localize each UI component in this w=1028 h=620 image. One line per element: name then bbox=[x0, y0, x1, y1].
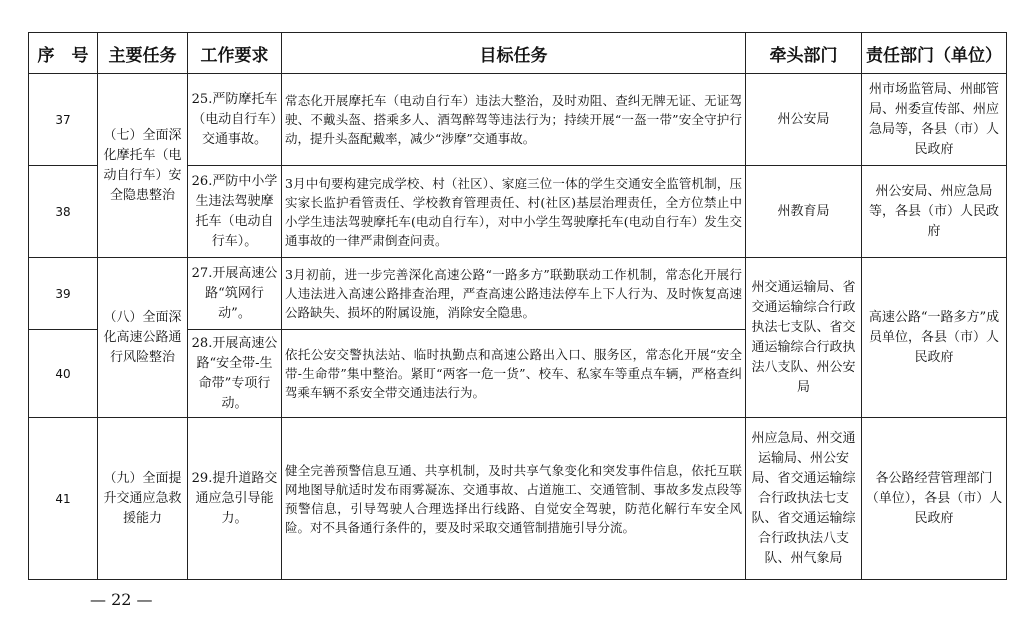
header-seq: 序 号 bbox=[29, 33, 98, 74]
row-seq: 40 bbox=[29, 330, 98, 418]
responsible-department-cell: 各公路经营管理部门（单位），各县（市）人民政府 bbox=[862, 418, 1007, 580]
work-requirement-cell: 26.严防中小学生违法驾驶摩托车（电动自行车）。 bbox=[188, 166, 282, 258]
row-seq: 39 bbox=[29, 258, 98, 330]
task-table bbox=[28, 32, 1007, 580]
responsible-department-cell: 州公安局、州应急局等，各县（市）人民政府 bbox=[862, 166, 1007, 258]
header-target-task: 目标任务 bbox=[282, 33, 746, 74]
target-task-cell: 3月初前，进一步完善深化高速公路“一路多方”联勤联动工作机制，常态化开展行人违法进入高速公路排查治理，严查高速公路违法停车上下人行为、及时恢复高速公路缺失、损坏的附属设施，消除安全隐患。 bbox=[282, 258, 746, 330]
table-row bbox=[29, 258, 1007, 330]
target-task-cell: 常态化开展摩托车（电动自行车）违法大整治，及时劝阻、查纠无牌无证、无证驾驶、不戴头盔、搭乘多人、酒驾醉驾等违法行为；持续开展“一盔一带”安全守护行动，提升头盔配戴率，减少“涉摩”交通事故。 bbox=[282, 74, 746, 166]
work-requirement-cell: 27.开展高速公路“筑网行动”。 bbox=[188, 258, 282, 330]
table-row bbox=[29, 74, 1007, 166]
header-lead-department: 牵头部门 bbox=[746, 33, 862, 74]
header-main-task: 主要任务 bbox=[98, 33, 188, 74]
main-task-cell: （九）全面提升交通应急救援能力 bbox=[98, 418, 188, 580]
target-task-cell: 依托公安交警执法站、临时执勤点和高速公路出入口、服务区，常态化开展“安全带-生命带”集中整治。紧盯“两客一危一货”、校车、私家车等重点车辆，严格查纠驾乘车辆不系安全带交通违法行为。 bbox=[282, 330, 746, 418]
work-requirement-cell: 28.开展高速公路“安全带-生命带”专项行动。 bbox=[188, 330, 282, 418]
row-seq: 37 bbox=[29, 74, 98, 166]
page-number: — 22 — bbox=[90, 590, 153, 609]
responsible-department-cell: 高速公路“一路多方”成员单位，各县（市）人民政府 bbox=[862, 258, 1007, 418]
lead-department-cell: 州教育局 bbox=[746, 166, 862, 258]
lead-department-cell: 州应急局、州交通运输局、州公安局、省交通运输综合行政执法七支队、省交通运输综合行政执法八支队、州气象局 bbox=[746, 418, 862, 580]
header-responsible-department: 责任部门（单位） bbox=[862, 33, 1007, 74]
responsible-department-cell: 州市场监管局、州邮管局、州委宣传部、州应急局等，各县（市）人民政府 bbox=[862, 74, 1007, 166]
header-row bbox=[29, 33, 1007, 74]
row-seq: 38 bbox=[29, 166, 98, 258]
lead-department-cell: 州交通运输局、省交通运输综合行政执法七支队、省交通运输综合行政执法八支队、州公安局 bbox=[746, 258, 862, 418]
work-requirement-cell: 29.提升道路交通应急引导能力。 bbox=[188, 418, 282, 580]
target-task-cell: 健全完善预警信息互通、共享机制，及时共享气象变化和突发事件信息，依托互联网地图导航适时发布雨雾凝冻、交通事故、占道施工、交通管制、事故多发点段等预警信息，引导驾驶人合理选择出行线路、自觉安全驾驶，防范化解行车安全风险。对不具备通行条件的，要及时采取交通管制措施引导分流。 bbox=[282, 418, 746, 580]
main-task-cell: （七）全面深化摩托车（电动自行车）安全隐患整治 bbox=[98, 74, 188, 258]
target-task-cell: 3月中旬要构建完成学校、村（社区）、家庭三位一体的学生交通安全监管机制，压实家长监护看管责任、学校教育管理责任、村(社区)基层治理责任，全方位禁止中小学生违法驾驶摩托车(电动自行车），对中小学生驾驶摩托车(电动自行车）发生交通事故的一律严肃倒查问责。 bbox=[282, 166, 746, 258]
work-requirement-cell: 25.严防摩托车（电动自行车）交通事故。 bbox=[188, 74, 282, 166]
lead-department-cell: 州公安局 bbox=[746, 74, 862, 166]
main-task-cell: （八）全面深化高速公路通行风险整治 bbox=[98, 258, 188, 418]
header-work-requirement: 工作要求 bbox=[188, 33, 282, 74]
table-row bbox=[29, 418, 1007, 580]
row-seq: 41 bbox=[29, 418, 98, 580]
